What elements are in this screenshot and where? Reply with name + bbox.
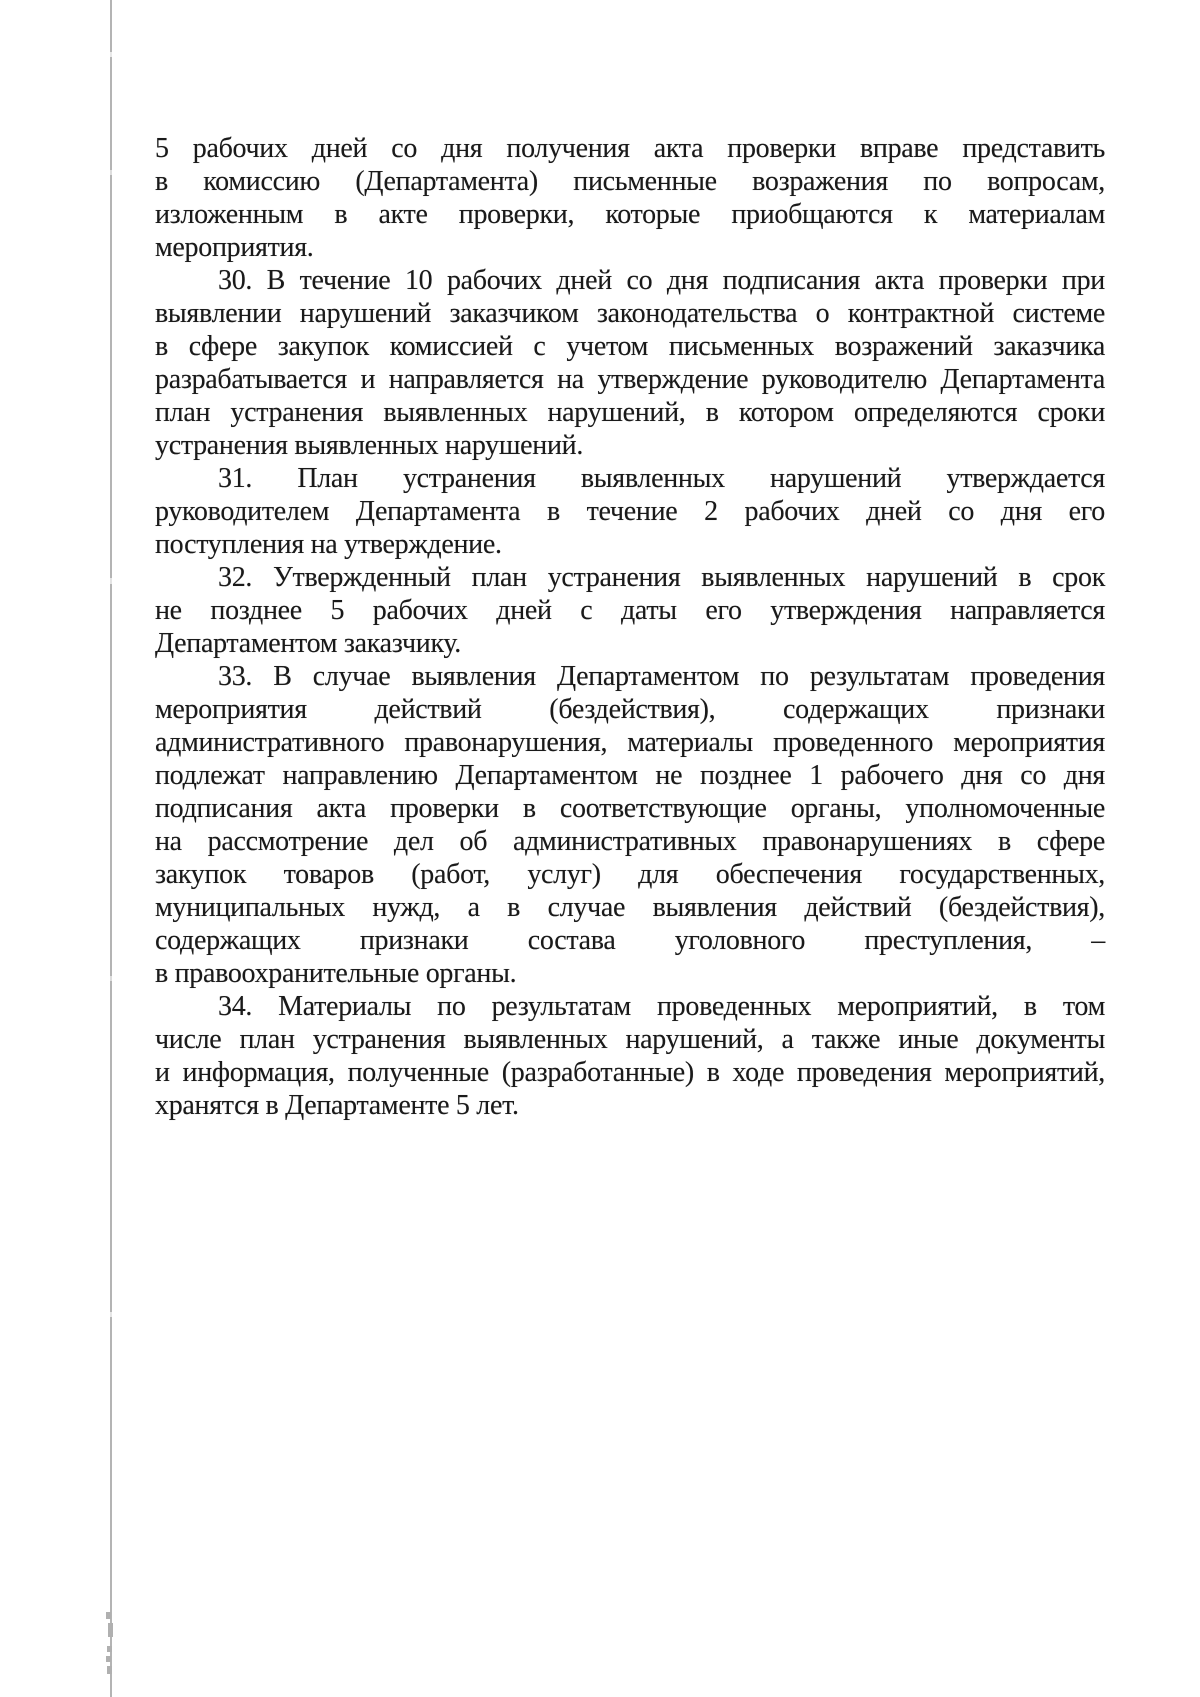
text-line: руководителем Департамента в течение 2 рабочих дней со дня его: [155, 496, 1105, 527]
scan-noise-mark: [108, 1623, 113, 1637]
text-line: 30. В течение 10 рабочих дней со дня подписания акта проверки при: [218, 265, 1105, 296]
document-text-block: [155, 132, 1105, 1122]
text-line: хранятся в Департаменте 5 лет.: [155, 1090, 519, 1121]
paragraph: [155, 561, 1105, 660]
text-line: 31. План устранения выявленных нарушений утверждается: [218, 463, 1105, 494]
text-line: числе план устранения выявленных нарушений, а также иные документы: [155, 1024, 1105, 1055]
text-line: закупок товаров (работ, услуг) для обеспечения государственных,: [155, 859, 1105, 890]
text-line: муниципальных нужд, а в случае выявления действий (бездействия),: [155, 892, 1105, 923]
paragraph: [155, 990, 1105, 1122]
paragraph: [155, 132, 1105, 264]
text-line: 5 рабочих дней со дня получения акта проверки вправе представить: [155, 133, 1105, 164]
text-line: не позднее 5 рабочих дней с даты его утверждения направляется: [155, 595, 1105, 626]
text-line: мероприятия.: [155, 232, 314, 263]
paragraph: [155, 264, 1105, 462]
text-line: в правоохранительные органы.: [155, 958, 517, 989]
text-line: административного правонарушения, материалы проведенного мероприятия: [155, 727, 1105, 758]
text-line: план устранения выявленных нарушений, в котором определяются сроки: [155, 397, 1105, 428]
text-line: подлежат направлению Департаментом не позднее 1 рабочего дня со дня: [155, 760, 1105, 791]
text-line: и информация, полученные (разработанные) в ходе проведения мероприятий,: [155, 1057, 1105, 1088]
text-line: изложенным в акте проверки, которые приобщаются к материалам: [155, 199, 1105, 230]
text-line: в комиссию (Департамента) письменные возражения по вопросам,: [155, 166, 1105, 197]
text-line: содержащих признаки состава уголовного преступления, –: [155, 925, 1105, 956]
scan-edge-line: [110, 0, 112, 1697]
text-line: на рассмотрение дел об административных правонарушениях в сфере: [155, 826, 1105, 857]
text-line: 32. Утвержденный план устранения выявленных нарушений в срок: [218, 562, 1105, 593]
scan-noise-mark: [107, 1666, 112, 1674]
text-line: 33. В случае выявления Департаментом по результатам проведения: [218, 661, 1105, 692]
paragraph: [155, 660, 1105, 990]
paragraph: [155, 462, 1105, 561]
scan-noise-mark: [107, 1646, 112, 1652]
text-line: устранения выявленных нарушений.: [155, 430, 584, 461]
text-line: выявлении нарушений заказчиком законодательства о контрактной системе: [155, 298, 1105, 329]
text-line: в сфере закупок комиссией с учетом письменных возражений заказчика: [155, 331, 1105, 362]
text-line: разрабатывается и направляется на утверждение руководителю Департамента: [155, 364, 1105, 395]
text-line: поступления на утверждение.: [155, 529, 502, 560]
scan-noise-mark: [106, 1612, 111, 1619]
text-line: мероприятия действий (бездействия), содержащих признаки: [155, 694, 1105, 725]
scan-noise-mark: [106, 1656, 111, 1662]
text-line: 34. Материалы по результатам проведенных мероприятий, в том: [218, 991, 1105, 1022]
text-line: Департаментом заказчику.: [155, 628, 461, 659]
text-line: подписания акта проверки в соответствующие органы, уполномоченные: [155, 793, 1105, 824]
